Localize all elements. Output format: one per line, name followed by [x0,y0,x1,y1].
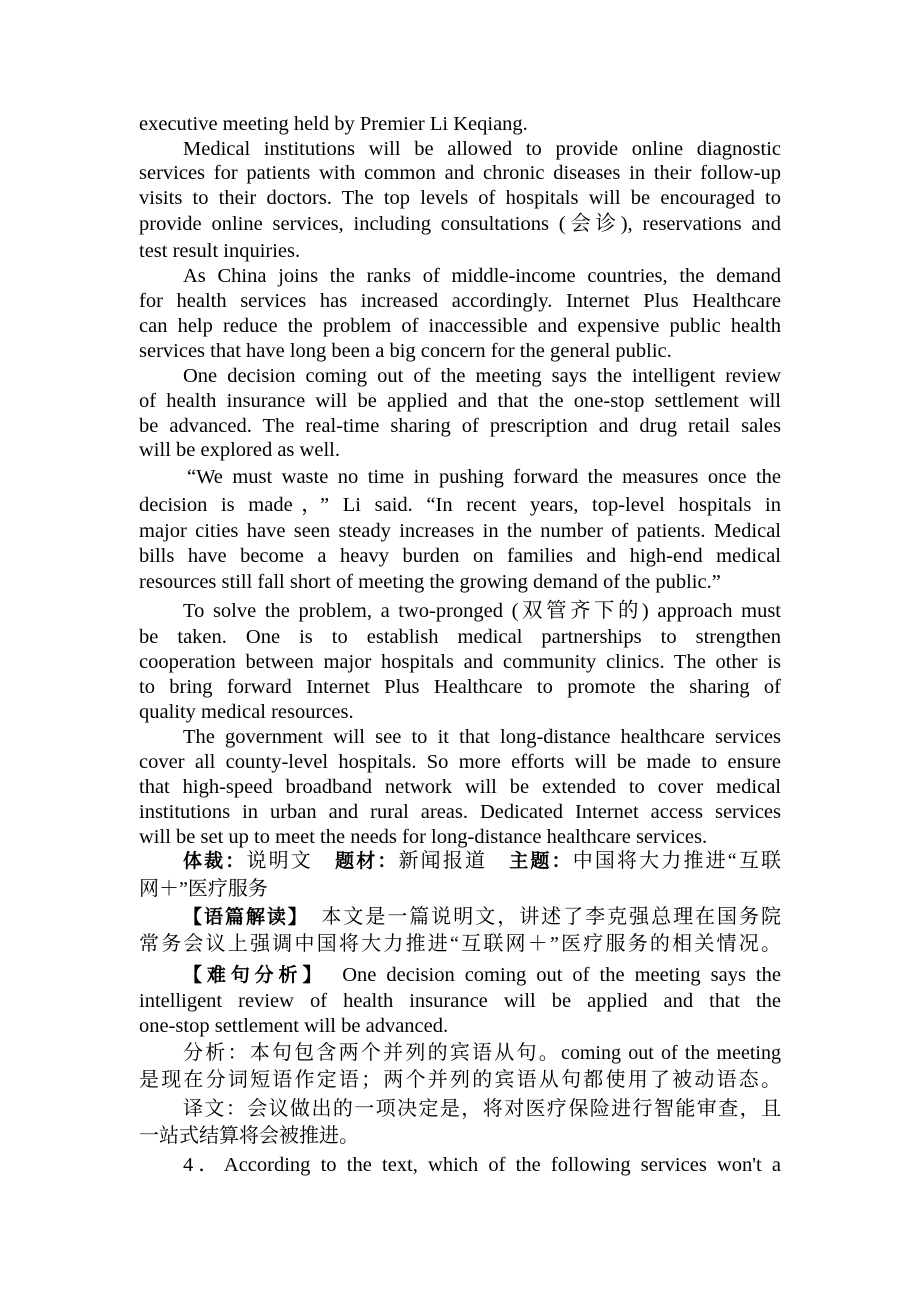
text-line: Medical institutions will be allowed to provide online diagnostic [183,138,781,160]
text-line: As China joins the ranks of middle-income countries, the demand [183,265,781,287]
text-line: one-stop settlement will be advanced. [139,1015,449,1037]
text-line: quality medical resources. [139,701,354,723]
section-label: 【语篇解读】 [183,906,300,928]
text-line: 一站式结算将会被推进。 [139,1125,359,1147]
text-line: 是现在分词短语作定语；两个并列的宾语从句都使用了被动语态。 [139,1069,781,1091]
text-line: visits to their doctors. The top levels of hospitals will be encouraged to [139,187,781,209]
section-label: 主题： [509,850,573,872]
text-line: One decision coming out of the meeting says the intelligent review [183,365,781,387]
text-line: for health services has increased accordingly. Internet Plus Healthcare [139,290,781,312]
text-line [183,905,781,929]
text-line: will be explored as well. [139,439,340,461]
text-line: be advanced. The real-time sharing of prescription and drug retail sales [139,415,781,437]
text-line: that high-speed broadband network will be extended to cover medical [139,776,781,798]
text-line: 网＋”医疗服务 [139,878,268,900]
text-line: services that have long been a big concern for the general public. [139,340,672,362]
text-line: 4．According to the text, which of the following services won't a [183,1154,781,1176]
text-line: 常务会议上强调中国将大力推进“互联网＋”医疗服务的相关情况。 [139,933,781,955]
text-line: of health insurance will be applied and that the one-stop settlement will [139,390,781,412]
text-line: To solve the problem, a two-pronged (双管齐下的) approach must [183,600,781,622]
text-line: decision is made，” Li said. “In recent years, top-level hospitals in [139,494,781,516]
text-line: intelligent review of health insurance will be applied and that the [139,990,781,1012]
text-line: test result inquiries. [139,240,301,262]
section-text: 新闻报道 [398,850,510,872]
text-line: The government will see to it that long-distance healthcare services [183,726,781,748]
text-line: can help reduce the problem of inaccessible and expensive public health [139,315,781,337]
section-label: 题材： [335,850,399,872]
text-line: be taken. One is to establish medical partnerships to strengthen [139,626,781,648]
text-line: services for patients with common and chronic diseases in their follow-up [139,162,781,184]
section-label: 体裁： [183,850,247,872]
section-label: 【难句分析】 [183,964,317,986]
text-line: to bring forward Internet Plus Healthcare to promote the sharing of [139,676,781,698]
text-line [183,849,781,873]
text-line: executive meeting held by Premier Li Keqiang. [139,113,528,135]
text-line: provide online services, including consultations (会诊), reservations and [139,213,781,235]
text-line: cooperation between major hospitals and community clinics. The other is [139,651,781,673]
section-text: 中国将大力推进“互联 [572,850,781,872]
text-line: “We must waste no time in pushing forward the measures once the [187,466,781,488]
section-text: 说明文 [246,850,336,872]
text-line [183,963,781,987]
text-line: 分析：本句包含两个并列的宾语从句。coming out of the meeting [183,1042,781,1064]
text-line: cover all county-level hospitals. So more efforts will be made to ensure [139,751,781,773]
text-line: will be set up to meet the needs for long-distance healthcare services. [139,826,708,848]
section-text: 本文是一篇说明文，讲述了李克强总理在国务院 [299,906,781,928]
text-line: 译文：会议做出的一项决定是，将对医疗保险进行智能审查，且 [183,1098,781,1120]
text-line: bills have become a heavy burden on families and high-end medical [139,545,781,567]
text-line: resources still fall short of meeting the growing demand of the public.” [139,571,721,593]
text-line: institutions in urban and rural areas. Dedicated Internet access services [139,801,781,823]
text-line: major cities have seen steady increases in the number of patients. Medical [139,520,781,542]
section-text: One decision coming out of the meeting says the [316,964,781,986]
